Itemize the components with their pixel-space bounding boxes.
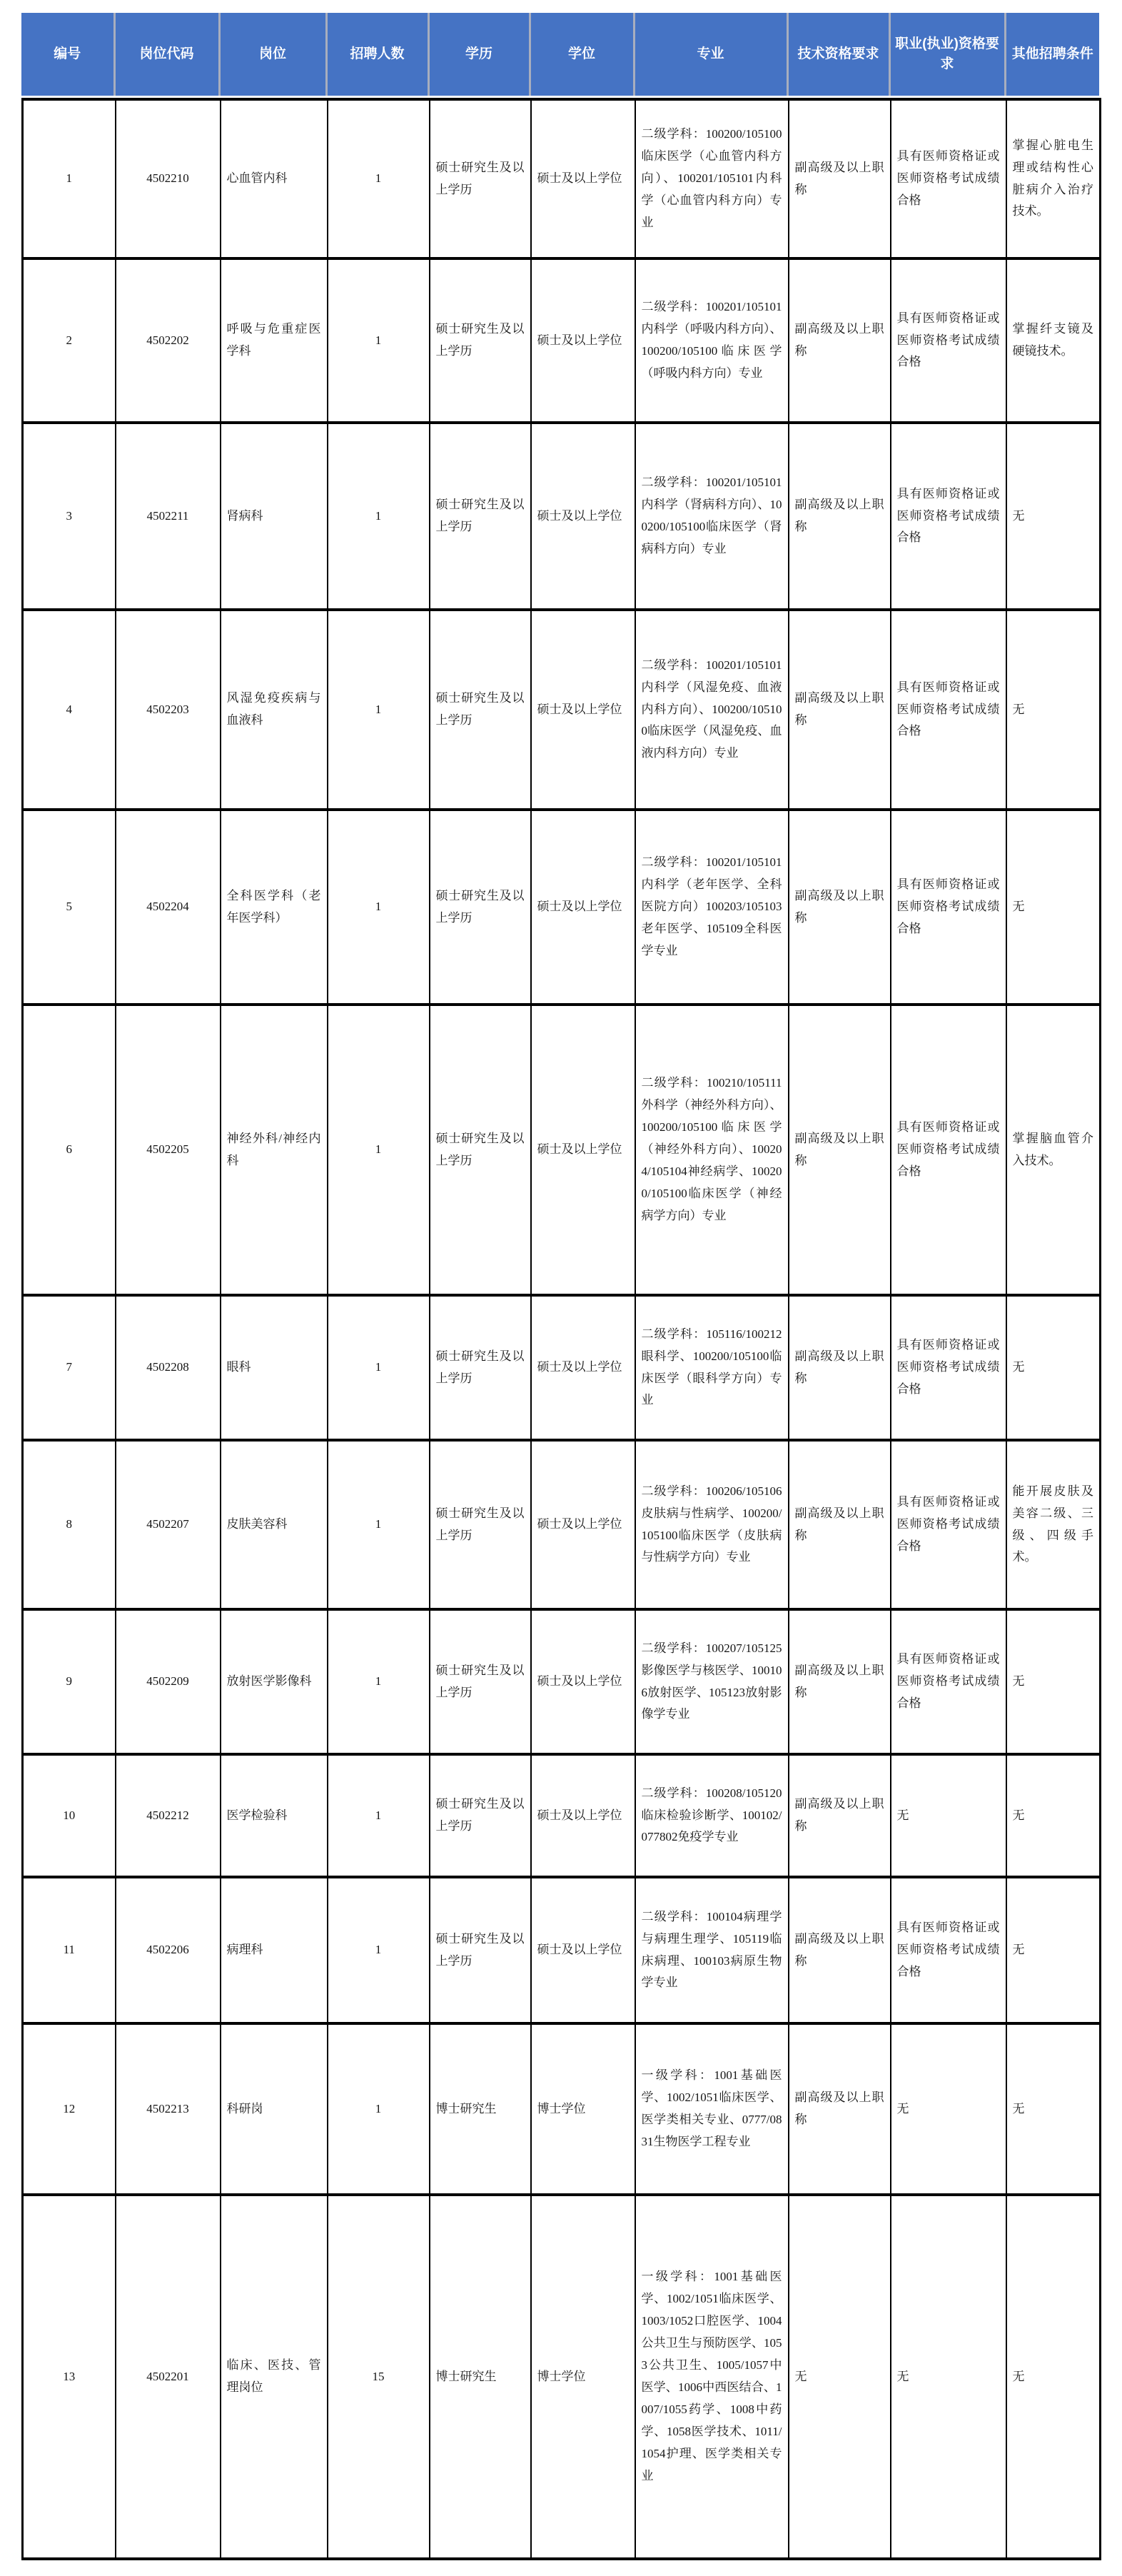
cell-number: 10 [23,1754,116,1877]
cell-tech-qualification: 副高级及以上职称 [789,258,891,423]
cell-recruit-count: 1 [328,423,430,610]
cell-major: 二级学科：100206/105106 皮肤病与性病学、100200/105100临床医学（皮肤病与性病学方向）专业 [635,1440,789,1609]
table-row [23,2023,1101,2195]
cell-job-code: 4502212 [116,1754,221,1877]
cell-other-conditions: 能开展皮肤及美容二级、三级、四级手术。 [1006,1440,1101,1609]
cell-degree: 硕士及以上学位 [531,1609,635,1754]
recruitment-table-header [21,13,1099,96]
cell-recruit-count: 1 [328,1877,430,2023]
table-row [23,99,1101,258]
col-header-number: 编号 [21,13,114,96]
cell-number: 6 [23,1005,116,1295]
cell-number: 7 [23,1295,116,1440]
col-header-job-code: 岗位代码 [114,13,219,96]
table-row [23,1877,1101,2023]
cell-license-qualification: 具有医师资格证或医师资格考试成绩合格 [891,1295,1006,1440]
cell-other-conditions: 掌握脑血管介入技术。 [1006,1005,1101,1295]
cell-job-code: 4502208 [116,1295,221,1440]
cell-other-conditions: 无 [1006,2195,1101,2559]
cell-tech-qualification: 副高级及以上职称 [789,1005,891,1295]
cell-education: 硕士研究生及以上学历 [430,810,531,1005]
cell-other-conditions: 掌握心脏电生理或结构性心脏病介入治疗技术。 [1006,99,1101,258]
cell-job-title: 临床、医技、管理岗位 [221,2195,328,2559]
cell-recruit-count: 1 [328,258,430,423]
cell-major: 二级学科：100210/105111外科学（神经外科方向）、100200/105100临床医学（神经外科方向）、100204/105104神经病学、100200/105100临床医学（神经病学方向）专业 [635,1005,789,1295]
cell-number: 8 [23,1440,116,1609]
cell-major: 二级学科：105116/100212眼科学、100200/105100临床医学（眼科学方向）专业 [635,1295,789,1440]
cell-license-qualification: 无 [891,1754,1006,1877]
cell-job-code: 4502206 [116,1877,221,2023]
cell-tech-qualification: 副高级及以上职称 [789,810,891,1005]
cell-number: 11 [23,1877,116,2023]
cell-other-conditions: 掌握纤支镜及硬镜技术。 [1006,258,1101,423]
cell-number: 9 [23,1609,116,1754]
cell-license-qualification: 具有医师资格证或医师资格考试成绩合格 [891,810,1006,1005]
cell-job-code: 4502213 [116,2023,221,2195]
cell-education: 硕士研究生及以上学历 [430,423,531,610]
cell-education: 硕士研究生及以上学历 [430,1295,531,1440]
cell-tech-qualification: 副高级及以上职称 [789,1877,891,2023]
cell-job-title: 皮肤美容科 [221,1440,328,1609]
cell-recruit-count: 1 [328,99,430,258]
cell-tech-qualification: 副高级及以上职称 [789,99,891,258]
cell-job-title: 风湿免疫疾病与血液科 [221,610,328,810]
cell-tech-qualification: 副高级及以上职称 [789,1440,891,1609]
cell-number: 5 [23,810,116,1005]
cell-number: 1 [23,99,116,258]
cell-major: 二级学科：100208/105120临床检验诊断学、100102/077802免疫学专业 [635,1754,789,1877]
cell-degree: 硕士及以上学位 [531,1754,635,1877]
cell-job-title: 医学检验科 [221,1754,328,1877]
col-header-tech-qualification: 技术资格要求 [787,13,889,96]
cell-license-qualification: 具有医师资格证或医师资格考试成绩合格 [891,1005,1006,1295]
cell-number: 4 [23,610,116,810]
cell-education: 硕士研究生及以上学历 [430,1877,531,2023]
cell-major: 二级学科：100201/105101内科学（呼吸内科方向）、100200/105100临床医学（呼吸内科方向）专业 [635,258,789,423]
cell-license-qualification: 无 [891,2195,1006,2559]
cell-degree: 硕士及以上学位 [531,423,635,610]
col-header-other-conditions: 其他招聘条件 [1005,13,1099,96]
cell-degree: 博士学位 [531,2023,635,2195]
cell-other-conditions: 无 [1006,810,1101,1005]
cell-tech-qualification: 无 [789,2195,891,2559]
table-row [23,1754,1101,1877]
cell-degree: 硕士及以上学位 [531,1440,635,1609]
cell-recruit-count: 1 [328,610,430,810]
cell-major: 二级学科：100200/105100临床医学（心血管内科方向）、100201/105101内科学（心血管内科方向）专业 [635,99,789,258]
cell-license-qualification: 具有医师资格证或医师资格考试成绩合格 [891,258,1006,423]
cell-degree: 硕士及以上学位 [531,1295,635,1440]
table-row [23,1609,1101,1754]
cell-tech-qualification: 副高级及以上职称 [789,1754,891,1877]
cell-job-code: 4502202 [116,258,221,423]
recruitment-table-body [21,98,1101,2560]
cell-tech-qualification: 副高级及以上职称 [789,610,891,810]
cell-education: 博士研究生 [430,2195,531,2559]
cell-other-conditions: 无 [1006,1295,1101,1440]
cell-major: 一级学科：1001基础医学、1002/1051临床医学、医学类相关专业、0777/0831生物医学工程专业 [635,2023,789,2195]
cell-education: 硕士研究生及以上学历 [430,610,531,810]
table-row [23,1005,1101,1295]
cell-job-title: 呼吸与危重症医学科 [221,258,328,423]
cell-job-title: 眼科 [221,1295,328,1440]
cell-recruit-count: 1 [328,1440,430,1609]
table-rows [23,99,1101,2559]
cell-job-code: 4502203 [116,610,221,810]
cell-recruit-count: 1 [328,1754,430,1877]
cell-number: 3 [23,423,116,610]
cell-education: 博士研究生 [430,2023,531,2195]
cell-job-code: 4502210 [116,99,221,258]
cell-degree: 硕士及以上学位 [531,810,635,1005]
cell-other-conditions: 无 [1006,1877,1101,2023]
cell-license-qualification: 具有医师资格证或医师资格考试成绩合格 [891,1440,1006,1609]
cell-major: 二级学科：100201/105101内科学（老年医学、全科医院方向）100203/105103老年医学、105109全科医学专业 [635,810,789,1005]
cell-job-code: 4502211 [116,423,221,610]
cell-other-conditions: 无 [1006,1754,1101,1877]
cell-license-qualification: 具有医师资格证或医师资格考试成绩合格 [891,1877,1006,2023]
cell-tech-qualification: 副高级及以上职称 [789,423,891,610]
table-row [23,2195,1101,2559]
cell-tech-qualification: 副高级及以上职称 [789,1609,891,1754]
cell-job-code: 4502205 [116,1005,221,1295]
header-row [21,13,1099,96]
col-header-job-title: 岗位 [219,13,326,96]
cell-education: 硕士研究生及以上学历 [430,1440,531,1609]
table-row [23,423,1101,610]
cell-degree: 硕士及以上学位 [531,258,635,423]
cell-recruit-count: 1 [328,1295,430,1440]
cell-job-title: 放射医学影像科 [221,1609,328,1754]
cell-recruit-count: 1 [328,2023,430,2195]
cell-license-qualification: 具有医师资格证或医师资格考试成绩合格 [891,1609,1006,1754]
col-header-major: 专业 [634,13,787,96]
cell-degree: 博士学位 [531,2195,635,2559]
cell-job-title: 病理科 [221,1877,328,2023]
cell-job-title: 肾病科 [221,423,328,610]
cell-job-code: 4502201 [116,2195,221,2559]
cell-license-qualification: 具有医师资格证或医师资格考试成绩合格 [891,423,1006,610]
cell-recruit-count: 1 [328,1005,430,1295]
cell-job-title: 心血管内科 [221,99,328,258]
cell-number: 2 [23,258,116,423]
cell-major: 一级学科：1001基础医学、1002/1051临床医学、1003/1052口腔医学、1004公共卫生与预防医学、1053公共卫生、1005/1057中医学、1006中西医结合、1007/1055药学、1008中药学、1058医学技术、1011/1054护理、医学类相关专业 [635,2195,789,2559]
cell-education: 硕士研究生及以上学历 [430,1609,531,1754]
cell-other-conditions: 无 [1006,610,1101,810]
cell-education: 硕士研究生及以上学历 [430,1005,531,1295]
cell-education: 硕士研究生及以上学历 [430,99,531,258]
cell-license-qualification: 具有医师资格证或医师资格考试成绩合格 [891,610,1006,810]
cell-recruit-count: 1 [328,810,430,1005]
table-row [23,810,1101,1005]
cell-tech-qualification: 副高级及以上职称 [789,2023,891,2195]
cell-job-title: 全科医学科（老年医学科） [221,810,328,1005]
col-header-recruit-count: 招聘人数 [326,13,428,96]
cell-license-qualification: 具有医师资格证或医师资格考试成绩合格 [891,99,1006,258]
cell-major: 二级学科：100201/105101内科学（风湿免疫、血液内科方向）、100200/105100临床医学（风湿免疫、血液内科方向）专业 [635,610,789,810]
table-row [23,610,1101,810]
cell-job-code: 4502204 [116,810,221,1005]
cell-degree: 硕士及以上学位 [531,99,635,258]
cell-major: 二级学科：100201/105101内科学（肾病科方向）、100200/105100临床医学（肾病科方向）专业 [635,423,789,610]
cell-job-code: 4502209 [116,1609,221,1754]
cell-major: 二级学科：100104病理学与病理生理学、105119临床病理、100103病原生物学专业 [635,1877,789,2023]
table-row [23,1295,1101,1440]
cell-other-conditions: 无 [1006,423,1101,610]
cell-job-title: 科研岗 [221,2023,328,2195]
col-header-license-qualification: 职业(执业)资格要求 [889,13,1005,96]
cell-number: 13 [23,2195,116,2559]
col-header-education: 学历 [428,13,530,96]
cell-degree: 硕士及以上学位 [531,1005,635,1295]
cell-recruit-count: 15 [328,2195,430,2559]
cell-education: 硕士研究生及以上学历 [430,1754,531,1877]
cell-job-title: 神经外科/神经内科 [221,1005,328,1295]
table-row [23,258,1101,423]
cell-degree: 硕士及以上学位 [531,610,635,810]
cell-job-code: 4502207 [116,1440,221,1609]
table-row [23,1440,1101,1609]
col-header-degree: 学位 [530,13,634,96]
cell-other-conditions: 无 [1006,1609,1101,1754]
cell-license-qualification: 无 [891,2023,1006,2195]
cell-number: 12 [23,2023,116,2195]
cell-education: 硕士研究生及以上学历 [430,258,531,423]
cell-major: 二级学科：100207/105125影像医学与核医学、100106放射医学、105123放射影像学专业 [635,1609,789,1754]
cell-other-conditions: 无 [1006,2023,1101,2195]
cell-degree: 硕士及以上学位 [531,1877,635,2023]
cell-recruit-count: 1 [328,1609,430,1754]
cell-tech-qualification: 副高级及以上职称 [789,1295,891,1440]
